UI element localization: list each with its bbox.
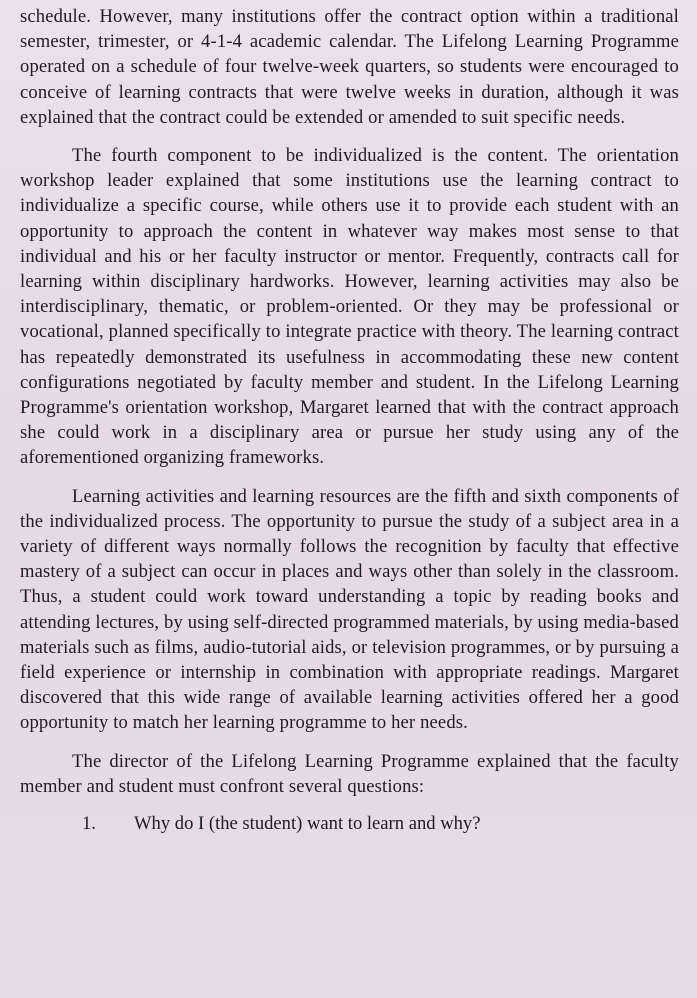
list-item-text: Why do I (the student) want to learn and why?	[134, 813, 481, 835]
list-item	[20, 811, 679, 836]
paragraph-content-component: The fourth component to be individualized is the content. The orientation workshop leader explained that some institutions use the learning contract to individualize a specific course, while others use it to provide each student with an opportunity to approach the content in whatever way makes most sense to that individual and his or her faculty instructor or mentor. Frequently, contracts call for learning within disciplinary hardworks. However, learning activities may also be interdisciplinary, thematic, or problem-oriented. Or they may be professional or vocational, planned specifically to integrate practice with theory. The learning contract has repeatedly demonstrated its usefulness in accommodating these new content configurations negotiated by faculty member and student. In the Lifelong Learning Programme's orientation workshop, Margaret learned that with the contract approach she could work in a disciplinary area or pursue her study using any of the aforementioned organizing frameworks.	[20, 145, 679, 469]
list-item-number: 1.	[82, 813, 96, 835]
paragraph-director-questions: The director of the Lifelong Learning Programme explained that the faculty member and student must confront several questions:	[20, 750, 679, 797]
paragraph-learning-activities: Learning activities and learning resources are the fifth and sixth components of the individualized process. The opportunity to pursue the study of a subject area in a variety of different ways normally follows the recognition by faculty that effective mastery of a subject can occur in places and ways other than solely in the classroom. Thus, a student could work toward understanding a topic by reading books and attending lectures, by using self-directed programmed materials, by using media-based materials such as films, audio-tutorial aids, or television programmes, or by pursuing a field experience or internship in combination with appropriate readings. Margaret discovered that this wide range of available learning activities offered her a good opportunity to match her learning programme to her needs.	[20, 485, 679, 734]
questions-list	[20, 811, 679, 836]
paragraph-schedule: schedule. However, many institutions offer the contract option within a traditional semester, trimester, or 4-1-4 academic calendar. The Lifelong Learning Programme operated on a schedule of four twelve-week quarters, so students were encouraged to conceive of learning contracts that were twelve weeks in duration, although it was explained that the contract could be extended or amended to suit specific needs.	[20, 6, 679, 128]
